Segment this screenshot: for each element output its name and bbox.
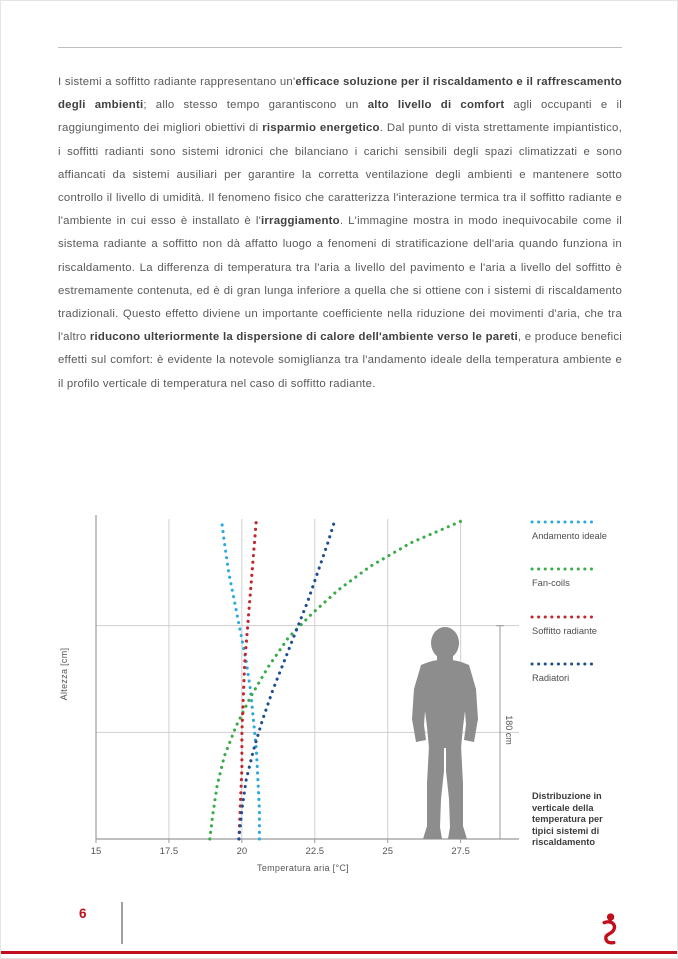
series-curve-4 [239, 519, 335, 839]
x-tick-label: 22.5 [305, 846, 325, 857]
series-curve-2 [210, 521, 461, 839]
page-number: 6 [79, 906, 87, 921]
y-axis-title: Altezza [cm] [59, 647, 69, 701]
brand-logo-icon [597, 912, 621, 946]
legend-label-radiatori: Radiatori [532, 673, 570, 683]
text-segment: . Dal punto di vista strettamente impiantistico, i soffitti radianti sono sistemi idronici che bilanciano i carichi sensibili degli spazi climatizzati e sono affiancati da sistemi ausiliari per garantire la corretta ventilazione degli ambienti e mantenere sotto controllo il livello di umidità. Il fenomeno fisico che caratterizza l'interazione termica tra il soffitto radiante e l'ambiente in cui esso è installato è l' [58, 122, 622, 228]
series-curve-3 [239, 519, 257, 839]
height-marker-label: 180 cm [504, 715, 514, 745]
bold-text-segment: alto livello di comfort [367, 99, 505, 112]
text-segment: ; allo stesso tempo garantiscono un [143, 99, 368, 112]
x-tick-label: 17.5 [159, 846, 179, 857]
x-tick-label: 20 [236, 846, 248, 857]
x-tick-label: 27.5 [451, 846, 470, 857]
footer-divider [121, 902, 123, 944]
bold-text-segment: irraggiamento [261, 215, 340, 228]
text-segment: . L'immagine mostra in modo inequivocabile come il sistema radiante a soffitto non dà affatto luogo a fenomeni di stratificazione dell'aria quando funziona in riscaldamento. La differenza di temperatura tra l'aria a livello del pavimento e l'aria a livello del soffitto è estremamente contenuta, ed è di gran lunga inferiore a quella che si ottiene con i sistemi di riscaldamento tradizionali. Questo effetto diviene un importante coefficiente nella riduzione dei movimenti d'aria, che tra l'altro [58, 215, 622, 344]
text-segment: agli occupanti e il raggiungimento dei migliori obiettivi di [58, 99, 622, 135]
x-axis-title: Temperatura aria [°C] [257, 863, 349, 873]
bold-text-segment: efficace soluzione per il riscaldamento e il raffrescamento degli ambienti [58, 76, 622, 112]
bold-text-segment: riducono ulteriormente la dispersione di calore dell'ambiente verso le pareti [89, 331, 518, 344]
person-silhouette [412, 627, 478, 839]
bottom-accent-bar [1, 951, 678, 954]
body-paragraph [58, 71, 622, 396]
text-segment: I sistemi a soffitto radiante rappresentano un' [58, 76, 296, 88]
x-tick-label: 15 [90, 846, 102, 857]
figure-caption: Distribuzione in verticale della temperatura per tipici sistemi di riscaldamento [532, 791, 603, 848]
text-segment: , e produce benefici effetti sul comfort: è evidente la notevole somiglianza tra l'andamento ideale della temperatura ambiente e il profilo verticale di temperatura nel caso di soffitto radiante. [58, 331, 622, 390]
bold-text-segment: risparmio energetico [262, 122, 380, 135]
legend-label-andamento-ideale: Andamento ideale [532, 531, 607, 541]
legend-label-soffitto-radiante: Soffitto radiante [532, 626, 597, 636]
series-curve-1 [221, 519, 259, 839]
chart-grid [96, 515, 519, 843]
x-tick-label: 25 [382, 846, 393, 857]
legend-label-fan-coils: Fan-coils [532, 578, 570, 588]
top-divider [58, 47, 622, 48]
